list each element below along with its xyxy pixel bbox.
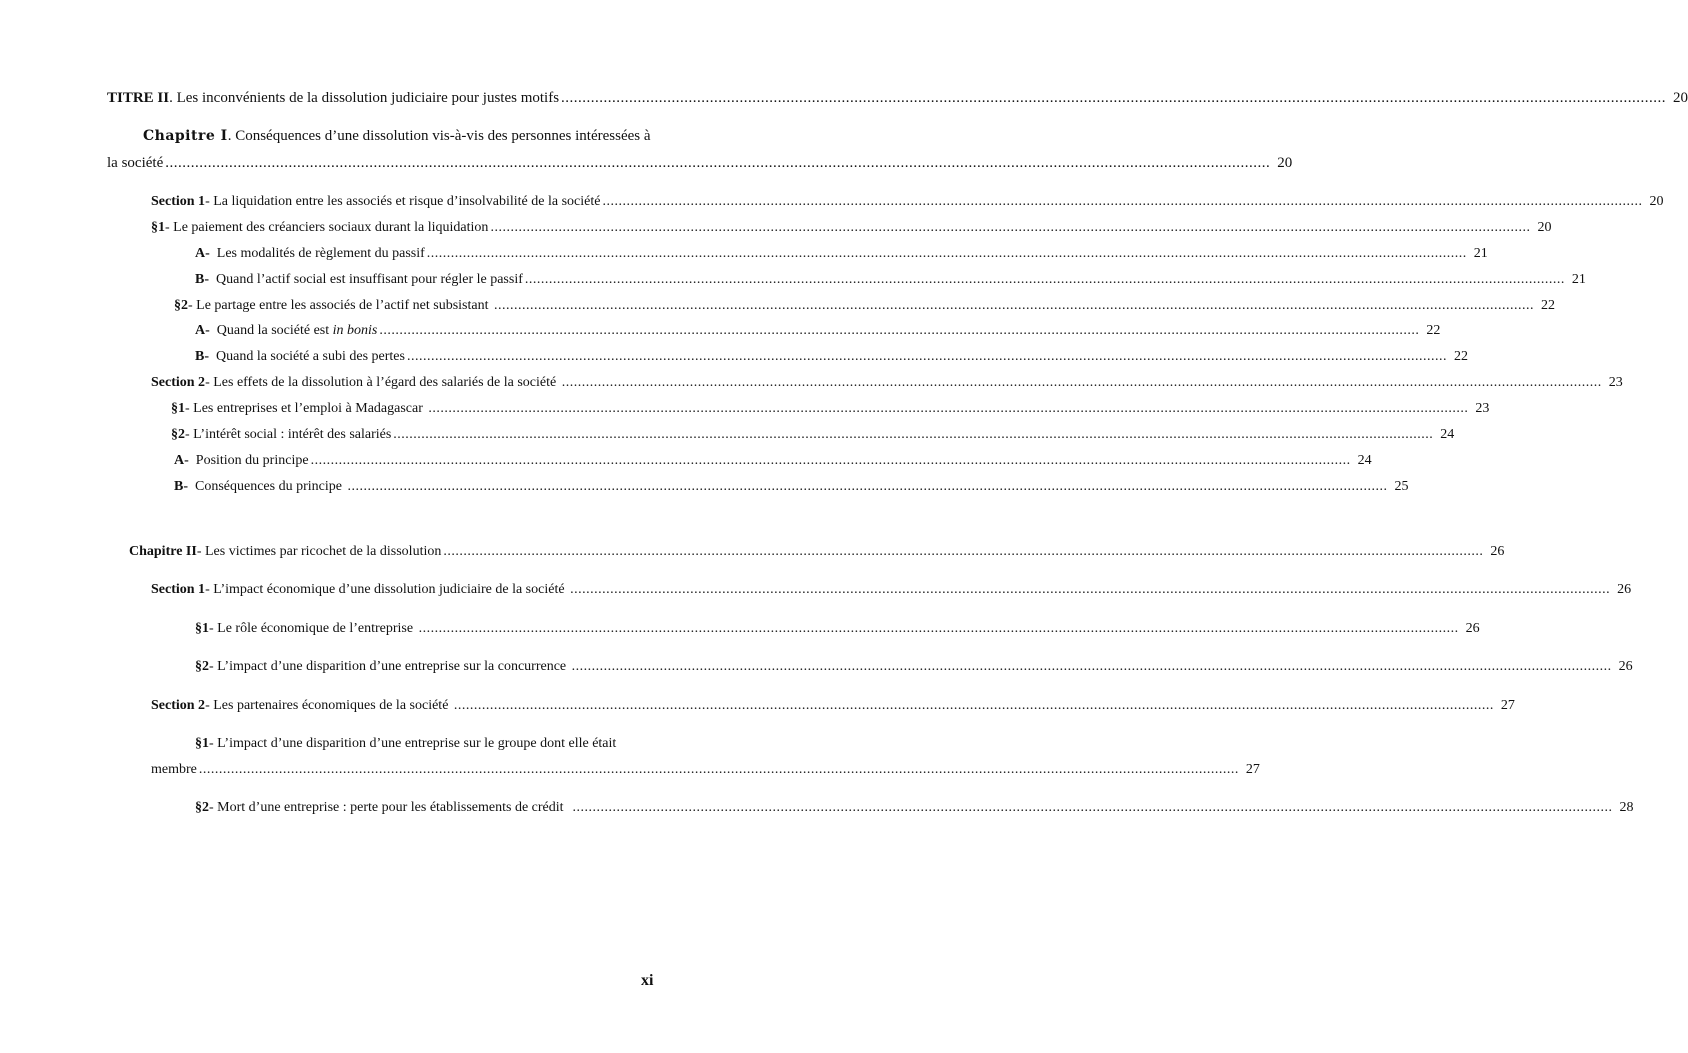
- toc-page: 22: [1426, 323, 1441, 338]
- toc-page: 20: [1537, 220, 1552, 235]
- toc-text: - Le partage entre les associés de l’actif net subsistant: [188, 298, 489, 313]
- toc-c1-s1-p1-a[interactable]: [195, 246, 1488, 263]
- toc-c2-s2-para-1-line1[interactable]: [195, 736, 616, 753]
- toc-label: Section 1: [151, 194, 206, 209]
- toc-page: 24: [1440, 427, 1455, 442]
- toc-label: §1: [171, 401, 185, 416]
- toc-c2-section-2[interactable]: [151, 698, 1515, 715]
- toc-label: Chapitre I: [143, 128, 228, 144]
- toc-label: §1: [195, 736, 209, 751]
- toc-c1-s2-para-1[interactable]: [171, 401, 1490, 418]
- toc-text: Quand la société a subi des pertes: [216, 349, 405, 364]
- toc-c1-section-2[interactable]: [151, 375, 1623, 392]
- toc-c1-section-1[interactable]: [151, 194, 1664, 211]
- toc-page: 24: [1357, 453, 1372, 468]
- toc-label: Chapitre II: [129, 544, 197, 559]
- toc-label: §1: [151, 220, 165, 235]
- toc-page: 22: [1453, 349, 1468, 364]
- toc-leader: [165, 154, 1270, 172]
- toc-c1-s2-para-2[interactable]: [171, 427, 1455, 444]
- toc-label: B-: [174, 479, 188, 494]
- toc-c2-section-1[interactable]: [151, 582, 1632, 599]
- toc-label: B-: [195, 272, 209, 287]
- toc-text: - Les victimes par ricochet de la dissolution: [196, 544, 442, 559]
- toc-text: Quand l’actif social est insuffisant pour régler le passif: [216, 272, 523, 287]
- toc-page: 28: [1619, 800, 1634, 815]
- toc-text: Conséquences du principe: [195, 479, 342, 494]
- toc-titre-ii[interactable]: [107, 89, 1688, 107]
- toc-leader: [311, 453, 1351, 470]
- toc-leader: [561, 89, 1666, 107]
- toc-c2-s1-para-2[interactable]: [195, 659, 1633, 676]
- toc-chapitre-ii[interactable]: [129, 544, 1505, 561]
- toc-leader: [573, 800, 1613, 817]
- toc-label: §2: [195, 659, 209, 674]
- toc-text: - Le rôle économique de l’entreprise: [209, 621, 414, 636]
- toc-leader: [427, 246, 1467, 263]
- toc-c1-s1-p2-b[interactable]: [195, 349, 1468, 366]
- toc-label: §2: [174, 298, 188, 313]
- toc-c1-s1-para-2[interactable]: [174, 298, 1555, 315]
- toc-leader: [407, 349, 1447, 366]
- toc-leader: [419, 621, 1459, 638]
- toc-text: - Mort d’une entreprise : perte pour les établissements de crédit: [209, 800, 564, 815]
- toc-label: A-: [174, 453, 189, 468]
- toc-text: - L’impact d’une disparition d’une entreprise sur la concurrence: [209, 659, 567, 674]
- toc-text: membre: [151, 762, 197, 777]
- toc-leader: [428, 401, 1468, 418]
- toc-page: 26: [1617, 582, 1632, 597]
- toc-c1-s1-para-1[interactable]: [151, 220, 1552, 237]
- toc-c2-s2-para-1-line2[interactable]: [151, 762, 1260, 779]
- toc-page: 21: [1473, 246, 1488, 261]
- toc-page: 21: [1571, 272, 1586, 287]
- toc-leader: [494, 298, 1534, 315]
- toc-leader: [570, 582, 1610, 599]
- toc-page: 20: [1673, 90, 1688, 106]
- toc-text: . Les inconvénients de la dissolution judiciaire pour justes motifs: [169, 90, 560, 106]
- toc-text: Position du principe: [195, 453, 309, 468]
- toc-label: B-: [195, 349, 209, 364]
- toc-page: 26: [1490, 544, 1505, 559]
- toc-label: A-: [195, 323, 210, 338]
- toc-text: Les modalités de règlement du passif: [216, 246, 425, 261]
- toc-chapitre-i-line2[interactable]: [107, 154, 1293, 172]
- toc-c1-s2-p2-a[interactable]: [174, 453, 1372, 470]
- toc-label: §1: [195, 621, 209, 636]
- toc-leader: [393, 427, 1433, 444]
- toc-label: Section 2: [151, 698, 206, 713]
- toc-c1-s1-p2-a[interactable]: [195, 323, 1441, 340]
- toc-c2-s1-para-1[interactable]: [195, 621, 1480, 638]
- toc-page: 25: [1394, 479, 1409, 494]
- toc-text: la société: [107, 155, 164, 171]
- toc-leader: [572, 659, 1612, 676]
- toc-page: 22: [1541, 298, 1555, 313]
- toc-leader: [379, 323, 1419, 340]
- toc-leader: [199, 762, 1239, 779]
- toc-page: 20: [1277, 155, 1293, 171]
- toc-label: Section 2: [151, 375, 206, 390]
- toc-leader: [562, 375, 1602, 392]
- toc-label: A-: [195, 246, 210, 261]
- toc-leader: [454, 698, 1494, 715]
- toc-text: - Les entreprises et l’emploi à Madagascar: [185, 401, 423, 416]
- toc-page: 20: [1649, 194, 1664, 209]
- toc-page: 27: [1500, 698, 1515, 713]
- toc-page: 27: [1245, 762, 1260, 777]
- toc-c2-s2-para-2[interactable]: [195, 800, 1634, 817]
- toc-leader: [525, 272, 1565, 289]
- toc-c1-s2-p2-b[interactable]: [174, 479, 1409, 496]
- toc-page: 23: [1608, 375, 1623, 390]
- toc-page: 26: [1618, 659, 1633, 674]
- toc-leader: [602, 194, 1642, 211]
- toc-text: - L’impact économique d’une dissolution judiciaire de la société: [205, 582, 565, 597]
- toc-leader: [490, 220, 1530, 237]
- toc-text: Quand la société est: [216, 323, 333, 338]
- toc-page: 23: [1475, 401, 1490, 416]
- toc-text: - L’impact d’une disparition d’une entreprise sur le groupe dont elle était: [209, 736, 617, 751]
- toc-leader: [443, 544, 1483, 561]
- toc-text: - La liquidation entre les associés et risque d’insolvabilité de la société: [205, 194, 601, 209]
- toc-chapitre-i-line1[interactable]: [143, 127, 651, 145]
- toc-leader: [347, 479, 1387, 496]
- toc-c1-s1-p1-b[interactable]: [195, 272, 1586, 289]
- toc-text: - L’intérêt social : intérêt des salariés: [185, 427, 392, 442]
- page-number: xi: [641, 972, 654, 989]
- toc-label: TITRE II: [107, 90, 170, 106]
- toc-text: . Conséquences d’une dissolution vis-à-vis des personnes intéressées à: [227, 128, 651, 144]
- toc-text: - Les effets de la dissolution à l’égard des salariés de la société: [205, 375, 557, 390]
- toc-label: Section 1: [151, 582, 206, 597]
- toc-label: §2: [171, 427, 185, 442]
- toc-page: 26: [1465, 621, 1480, 636]
- toc-text: - Les partenaires économiques de la société: [205, 698, 449, 713]
- toc-text-italic: in bonis: [332, 323, 378, 338]
- toc-label: §2: [195, 800, 209, 815]
- toc-text: - Le paiement des créanciers sociaux durant la liquidation: [165, 220, 489, 235]
